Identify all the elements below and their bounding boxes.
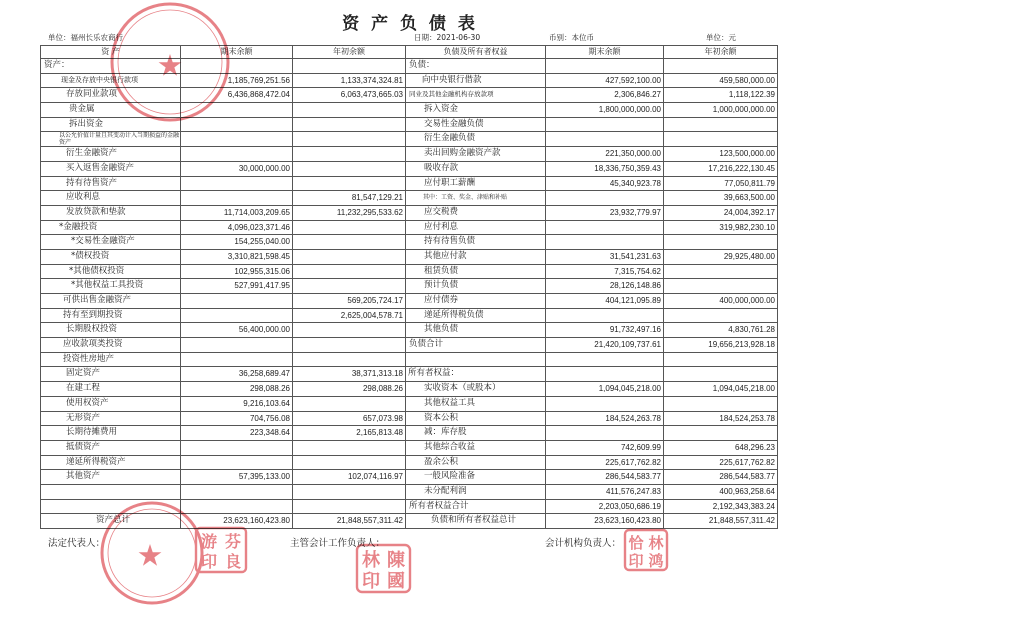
asset-end-balance — [181, 500, 293, 515]
asset-label: 其他资产 — [41, 470, 181, 485]
asset-label: 使用权资产 — [41, 397, 181, 412]
liability-equity-begin-balance — [664, 309, 778, 324]
liability-equity-end-balance — [546, 309, 664, 324]
liability-equity-end-balance: 23,932,779.97 — [546, 206, 664, 221]
asset-begin-balance: 657,073.98 — [293, 412, 406, 427]
seal-char: 恰 — [628, 534, 644, 552]
asset-begin-balance: 569,205,724.17 — [293, 294, 406, 309]
asset-end-balance: 1,185,769,251.56 — [181, 74, 293, 89]
liability-equity-begin-balance — [664, 353, 778, 368]
liability-equity-end-balance — [546, 367, 664, 382]
asset-begin-balance — [293, 103, 406, 118]
asset-label — [41, 500, 181, 515]
liability-equity-end-balance — [546, 397, 664, 412]
asset-end-balance — [181, 338, 293, 353]
asset-label: *其他债权投资 — [41, 265, 181, 280]
asset-label: *交易性金融资产 — [41, 235, 181, 250]
asset-end-balance: 154,255,040.00 — [181, 235, 293, 250]
asset-begin-balance — [293, 485, 406, 500]
liability-equity-begin-balance — [664, 118, 778, 133]
liability-equity-label: 所有者权益： — [406, 367, 546, 382]
asset-end-balance — [181, 353, 293, 368]
asset-label: 在建工程 — [41, 382, 181, 397]
asset-label: 固定资产 — [41, 367, 181, 382]
liability-equity-begin-balance: 319,982,230.10 — [664, 221, 778, 236]
liability-equity-end-balance — [546, 118, 664, 133]
liability-equity-label: 递延所得税负债 — [406, 309, 546, 324]
liability-equity-label: 同业及其他金融机构存放款项 — [406, 88, 546, 103]
asset-end-balance — [181, 441, 293, 456]
asset-end-balance: 223,348.64 — [181, 426, 293, 441]
liability-equity-label: 衍生金融负债 — [406, 132, 546, 147]
seal-char: 印 — [362, 571, 380, 592]
liability-equity-end-balance: 31,541,231.63 — [546, 250, 664, 265]
header-assets-end-balance: 期末余额 — [181, 46, 293, 59]
liability-equity-label: 应交税费 — [406, 206, 546, 221]
seal-char: 陳 — [387, 550, 405, 571]
header-liabilities-end-balance: 期末余额 — [546, 46, 664, 59]
asset-end-balance — [181, 132, 293, 147]
liability-equity-end-balance: 184,524,263.78 — [546, 412, 664, 427]
liability-equity-label: 负债： — [406, 59, 546, 74]
seal-char: 良 — [224, 552, 242, 571]
accounting-head-seal — [625, 530, 667, 570]
asset-end-balance: 3,310,821,598.45 — [181, 250, 293, 265]
asset-end-balance: 298,088.26 — [181, 382, 293, 397]
asset-label: 长期待摊费用 — [41, 426, 181, 441]
liability-equity-begin-balance: 1,000,000,000.00 — [664, 103, 778, 118]
asset-end-balance — [181, 177, 293, 192]
asset-end-balance: 57,395,133.00 — [181, 470, 293, 485]
asset-begin-balance: 1,133,374,324.81 — [293, 74, 406, 89]
asset-label: 投资性房地产 — [41, 353, 181, 368]
legal-representative-seal — [196, 528, 246, 572]
asset-label: *债权投资 — [41, 250, 181, 265]
header-assets-begin-balance: 年初余额 — [293, 46, 406, 59]
liability-equity-label: 实收资本（或股本） — [406, 382, 546, 397]
liability-equity-end-balance: 28,126,148.86 — [546, 279, 664, 294]
asset-end-balance — [181, 118, 293, 133]
liability-equity-label: 负债和所有者权益总计 — [406, 514, 546, 529]
asset-begin-balance: 298,088.26 — [293, 382, 406, 397]
asset-label: 递延所得税资产 — [41, 456, 181, 471]
liability-equity-begin-balance — [664, 426, 778, 441]
asset-label: 可供出售金融资产 — [41, 294, 181, 309]
asset-label: 现金及存放中央银行款项 — [41, 74, 181, 89]
seal-char: 芬 — [224, 532, 242, 551]
liability-equity-begin-balance: 286,544,583.77 — [664, 470, 778, 485]
liability-equity-label: 预计负债 — [406, 279, 546, 294]
asset-end-balance: 4,096,023,371.46 — [181, 221, 293, 236]
asset-begin-balance — [293, 162, 406, 177]
seal-char: 印 — [628, 552, 644, 570]
liability-equity-end-balance: 225,617,762.82 — [546, 456, 664, 471]
accounting-supervisor-label: 主管会计工作负责人： — [290, 538, 386, 549]
liability-equity-label — [406, 353, 546, 368]
seal-char: 林 — [362, 550, 380, 571]
asset-end-balance — [181, 309, 293, 324]
liability-equity-begin-balance: 1,118,122.39 — [664, 88, 778, 103]
asset-label: 衍生金融资产 — [41, 147, 181, 162]
asset-end-balance — [181, 147, 293, 162]
asset-end-balance — [181, 103, 293, 118]
asset-label — [41, 485, 181, 500]
liability-equity-label: 持有待售负债 — [406, 235, 546, 250]
asset-end-balance — [181, 59, 293, 74]
asset-end-balance: 704,756.08 — [181, 412, 293, 427]
liability-equity-label: 负债合计 — [406, 338, 546, 353]
asset-begin-balance — [293, 456, 406, 471]
liability-equity-end-balance: 2,306,846.27 — [546, 88, 664, 103]
liability-equity-begin-balance: 29,925,480.00 — [664, 250, 778, 265]
liability-equity-label: 其中：工资、奖金、津贴和补贴 — [406, 191, 546, 206]
liability-equity-begin-balance: 19,656,213,928.18 — [664, 338, 778, 353]
asset-begin-balance: 2,165,813.48 — [293, 426, 406, 441]
asset-begin-balance: 2,625,004,578.71 — [293, 309, 406, 324]
asset-begin-balance — [293, 59, 406, 74]
liability-equity-end-balance: 21,420,109,737.61 — [546, 338, 664, 353]
asset-begin-balance: 11,232,295,533.62 — [293, 206, 406, 221]
liability-equity-begin-balance: 39,663,500.00 — [664, 191, 778, 206]
accounting-supervisor-seal — [357, 545, 410, 592]
asset-label: 抵债资产 — [41, 441, 181, 456]
liability-equity-begin-balance: 184,524,253.78 — [664, 412, 778, 427]
liability-equity-begin-balance — [664, 397, 778, 412]
liability-equity-begin-balance — [664, 279, 778, 294]
liability-equity-label: 拆入资金 — [406, 103, 546, 118]
liability-equity-label: 吸收存款 — [406, 162, 546, 177]
liability-equity-end-balance: 411,576,247.83 — [546, 485, 664, 500]
asset-label: 发放贷款和垫款 — [41, 206, 181, 221]
asset-begin-balance — [293, 250, 406, 265]
liability-equity-label: 向中央银行借款 — [406, 74, 546, 89]
liability-equity-end-balance: 23,623,160,423.80 — [546, 514, 664, 529]
legal-representative-label: 法定代表人： — [48, 538, 106, 549]
asset-begin-balance — [293, 323, 406, 338]
liability-equity-end-balance: 742,609.99 — [546, 441, 664, 456]
liability-equity-label: 所有者权益合计 — [406, 500, 546, 515]
asset-begin-balance — [293, 235, 406, 250]
asset-begin-balance — [293, 500, 406, 515]
seal-char: 林 — [648, 534, 664, 552]
liability-equity-label: 其他负债 — [406, 323, 546, 338]
liability-equity-end-balance: 7,315,754.62 — [546, 265, 664, 280]
asset-end-balance: 6,436,868,472.04 — [181, 88, 293, 103]
liability-equity-end-balance — [546, 132, 664, 147]
liability-equity-begin-balance: 1,094,045,218.00 — [664, 382, 778, 397]
liability-equity-begin-balance — [664, 265, 778, 280]
liability-equity-label: 未分配利润 — [406, 485, 546, 500]
liability-equity-end-balance: 45,340,923.78 — [546, 177, 664, 192]
liability-equity-end-balance — [546, 221, 664, 236]
liability-equity-begin-balance: 400,000,000.00 — [664, 294, 778, 309]
asset-end-balance — [181, 191, 293, 206]
asset-begin-balance — [293, 279, 406, 294]
asset-label: 资产总计 — [41, 514, 181, 529]
reporting-unit: 单位：福州长乐农商行 — [48, 33, 123, 42]
asset-label: 应收利息 — [41, 191, 181, 206]
accounting-head-label: 会计机构负责人： — [545, 538, 622, 549]
asset-label: 以公允价值计量且其变动计入当期损益的金融资产 — [41, 132, 181, 147]
liability-equity-end-balance — [546, 353, 664, 368]
asset-begin-balance — [293, 221, 406, 236]
asset-begin-balance — [293, 441, 406, 456]
liability-equity-label: 应付利息 — [406, 221, 546, 236]
asset-label: 无形资产 — [41, 412, 181, 427]
asset-end-balance: 9,216,103.64 — [181, 397, 293, 412]
seal-char: 國 — [387, 571, 405, 592]
balance-sheet-table — [40, 45, 778, 529]
liability-equity-label: 一般风险准备 — [406, 470, 546, 485]
asset-end-balance: 102,955,315.06 — [181, 265, 293, 280]
asset-end-balance: 11,714,003,209.65 — [181, 206, 293, 221]
asset-label: *金融投资 — [41, 221, 181, 236]
liability-equity-begin-balance: 648,296.23 — [664, 441, 778, 456]
liability-equity-label: 资本公积 — [406, 412, 546, 427]
asset-label: 买入返售金融资产 — [41, 162, 181, 177]
asset-end-balance: 23,623,160,423.80 — [181, 514, 293, 529]
liability-equity-begin-balance: 123,500,000.00 — [664, 147, 778, 162]
liability-equity-begin-balance: 459,580,000.00 — [664, 74, 778, 89]
liability-equity-begin-balance: 24,004,392.17 — [664, 206, 778, 221]
liability-equity-begin-balance: 17,216,222,130.45 — [664, 162, 778, 177]
asset-end-balance: 30,000,000.00 — [181, 162, 293, 177]
liability-equity-begin-balance: 2,192,343,383.24 — [664, 500, 778, 515]
liability-equity-begin-balance: 21,848,557,311.42 — [664, 514, 778, 529]
asset-label: 贵金属 — [41, 103, 181, 118]
asset-begin-balance: 102,074,116.97 — [293, 470, 406, 485]
asset-end-balance — [181, 456, 293, 471]
document-title: 资 产 负 债 表 — [342, 14, 478, 34]
header-liabilities-begin-balance: 年初余额 — [664, 46, 778, 59]
liability-equity-begin-balance — [664, 59, 778, 74]
asset-end-balance: 36,258,689.47 — [181, 367, 293, 382]
liability-equity-begin-balance: 77,050,811.79 — [664, 177, 778, 192]
asset-begin-balance: 81,547,129.21 — [293, 191, 406, 206]
asset-begin-balance — [293, 177, 406, 192]
asset-label: 拆出资金 — [41, 118, 181, 133]
liability-equity-end-balance — [546, 235, 664, 250]
liability-equity-end-balance — [546, 426, 664, 441]
liability-equity-begin-balance — [664, 132, 778, 147]
asset-begin-balance — [293, 132, 406, 147]
header-assets: 资 产 — [41, 46, 181, 59]
liability-equity-begin-balance: 400,963,258.64 — [664, 485, 778, 500]
asset-label: 持有至到期投资 — [41, 309, 181, 324]
liability-equity-end-balance: 427,592,100.00 — [546, 74, 664, 89]
liability-equity-end-balance — [546, 59, 664, 74]
liability-equity-end-balance — [546, 191, 664, 206]
liability-equity-label: 其他综合收益 — [406, 441, 546, 456]
liability-equity-label: 交易性金融负债 — [406, 118, 546, 133]
asset-label: 长期股权投资 — [41, 323, 181, 338]
asset-label: 资产： — [41, 59, 181, 74]
liability-equity-end-balance: 2,203,050,686.19 — [546, 500, 664, 515]
asset-begin-balance — [293, 353, 406, 368]
liability-equity-begin-balance: 225,617,762.82 — [664, 456, 778, 471]
liability-equity-label: 减：库存股 — [406, 426, 546, 441]
liability-equity-label: 应付债券 — [406, 294, 546, 309]
asset-end-balance — [181, 294, 293, 309]
asset-end-balance — [181, 485, 293, 500]
liability-equity-end-balance: 286,544,583.77 — [546, 470, 664, 485]
amount-unit: 单位：元 — [706, 33, 736, 42]
liability-equity-begin-balance — [664, 367, 778, 382]
asset-begin-balance — [293, 338, 406, 353]
liability-equity-label: 应付职工薪酬 — [406, 177, 546, 192]
liability-equity-end-balance: 1,094,045,218.00 — [546, 382, 664, 397]
asset-end-balance: 56,400,000.00 — [181, 323, 293, 338]
liability-equity-end-balance: 18,336,750,359.43 — [546, 162, 664, 177]
liability-equity-begin-balance — [664, 235, 778, 250]
asset-begin-balance: 6,063,473,665.03 — [293, 88, 406, 103]
liability-equity-label: 其他应付款 — [406, 250, 546, 265]
currency: 币别：本位币 — [549, 33, 594, 42]
asset-begin-balance — [293, 265, 406, 280]
liability-equity-end-balance: 221,350,000.00 — [546, 147, 664, 162]
seal-char: 印 — [200, 552, 218, 571]
asset-label: *其他权益工具投资 — [41, 279, 181, 294]
asset-begin-balance — [293, 118, 406, 133]
asset-begin-balance: 38,371,313.18 — [293, 367, 406, 382]
liability-equity-end-balance: 404,121,095.89 — [546, 294, 664, 309]
asset-end-balance: 527,991,417.95 — [181, 279, 293, 294]
liability-equity-end-balance: 91,732,497.16 — [546, 323, 664, 338]
liability-equity-begin-balance: 4,830,761.28 — [664, 323, 778, 338]
asset-begin-balance — [293, 147, 406, 162]
liability-equity-label: 其他权益工具 — [406, 397, 546, 412]
asset-label: 持有待售资产 — [41, 177, 181, 192]
asset-label: 应收款项类投资 — [41, 338, 181, 353]
seal-char: 鸿 — [648, 552, 664, 570]
asset-begin-balance: 21,848,557,311.42 — [293, 514, 406, 529]
liability-equity-end-balance: 1,800,000,000.00 — [546, 103, 664, 118]
liability-equity-label: 盈余公积 — [406, 456, 546, 471]
liability-equity-label: 卖出回购金融资产款 — [406, 147, 546, 162]
liability-equity-label: 租赁负债 — [406, 265, 546, 280]
seal-char: 游 — [200, 532, 218, 551]
asset-begin-balance — [293, 397, 406, 412]
header-liabilities-equity: 负债及所有者权益 — [406, 46, 546, 59]
asset-label: 存放同业款项 — [41, 88, 181, 103]
report-date: 日期：2021-06-30 — [414, 33, 481, 42]
